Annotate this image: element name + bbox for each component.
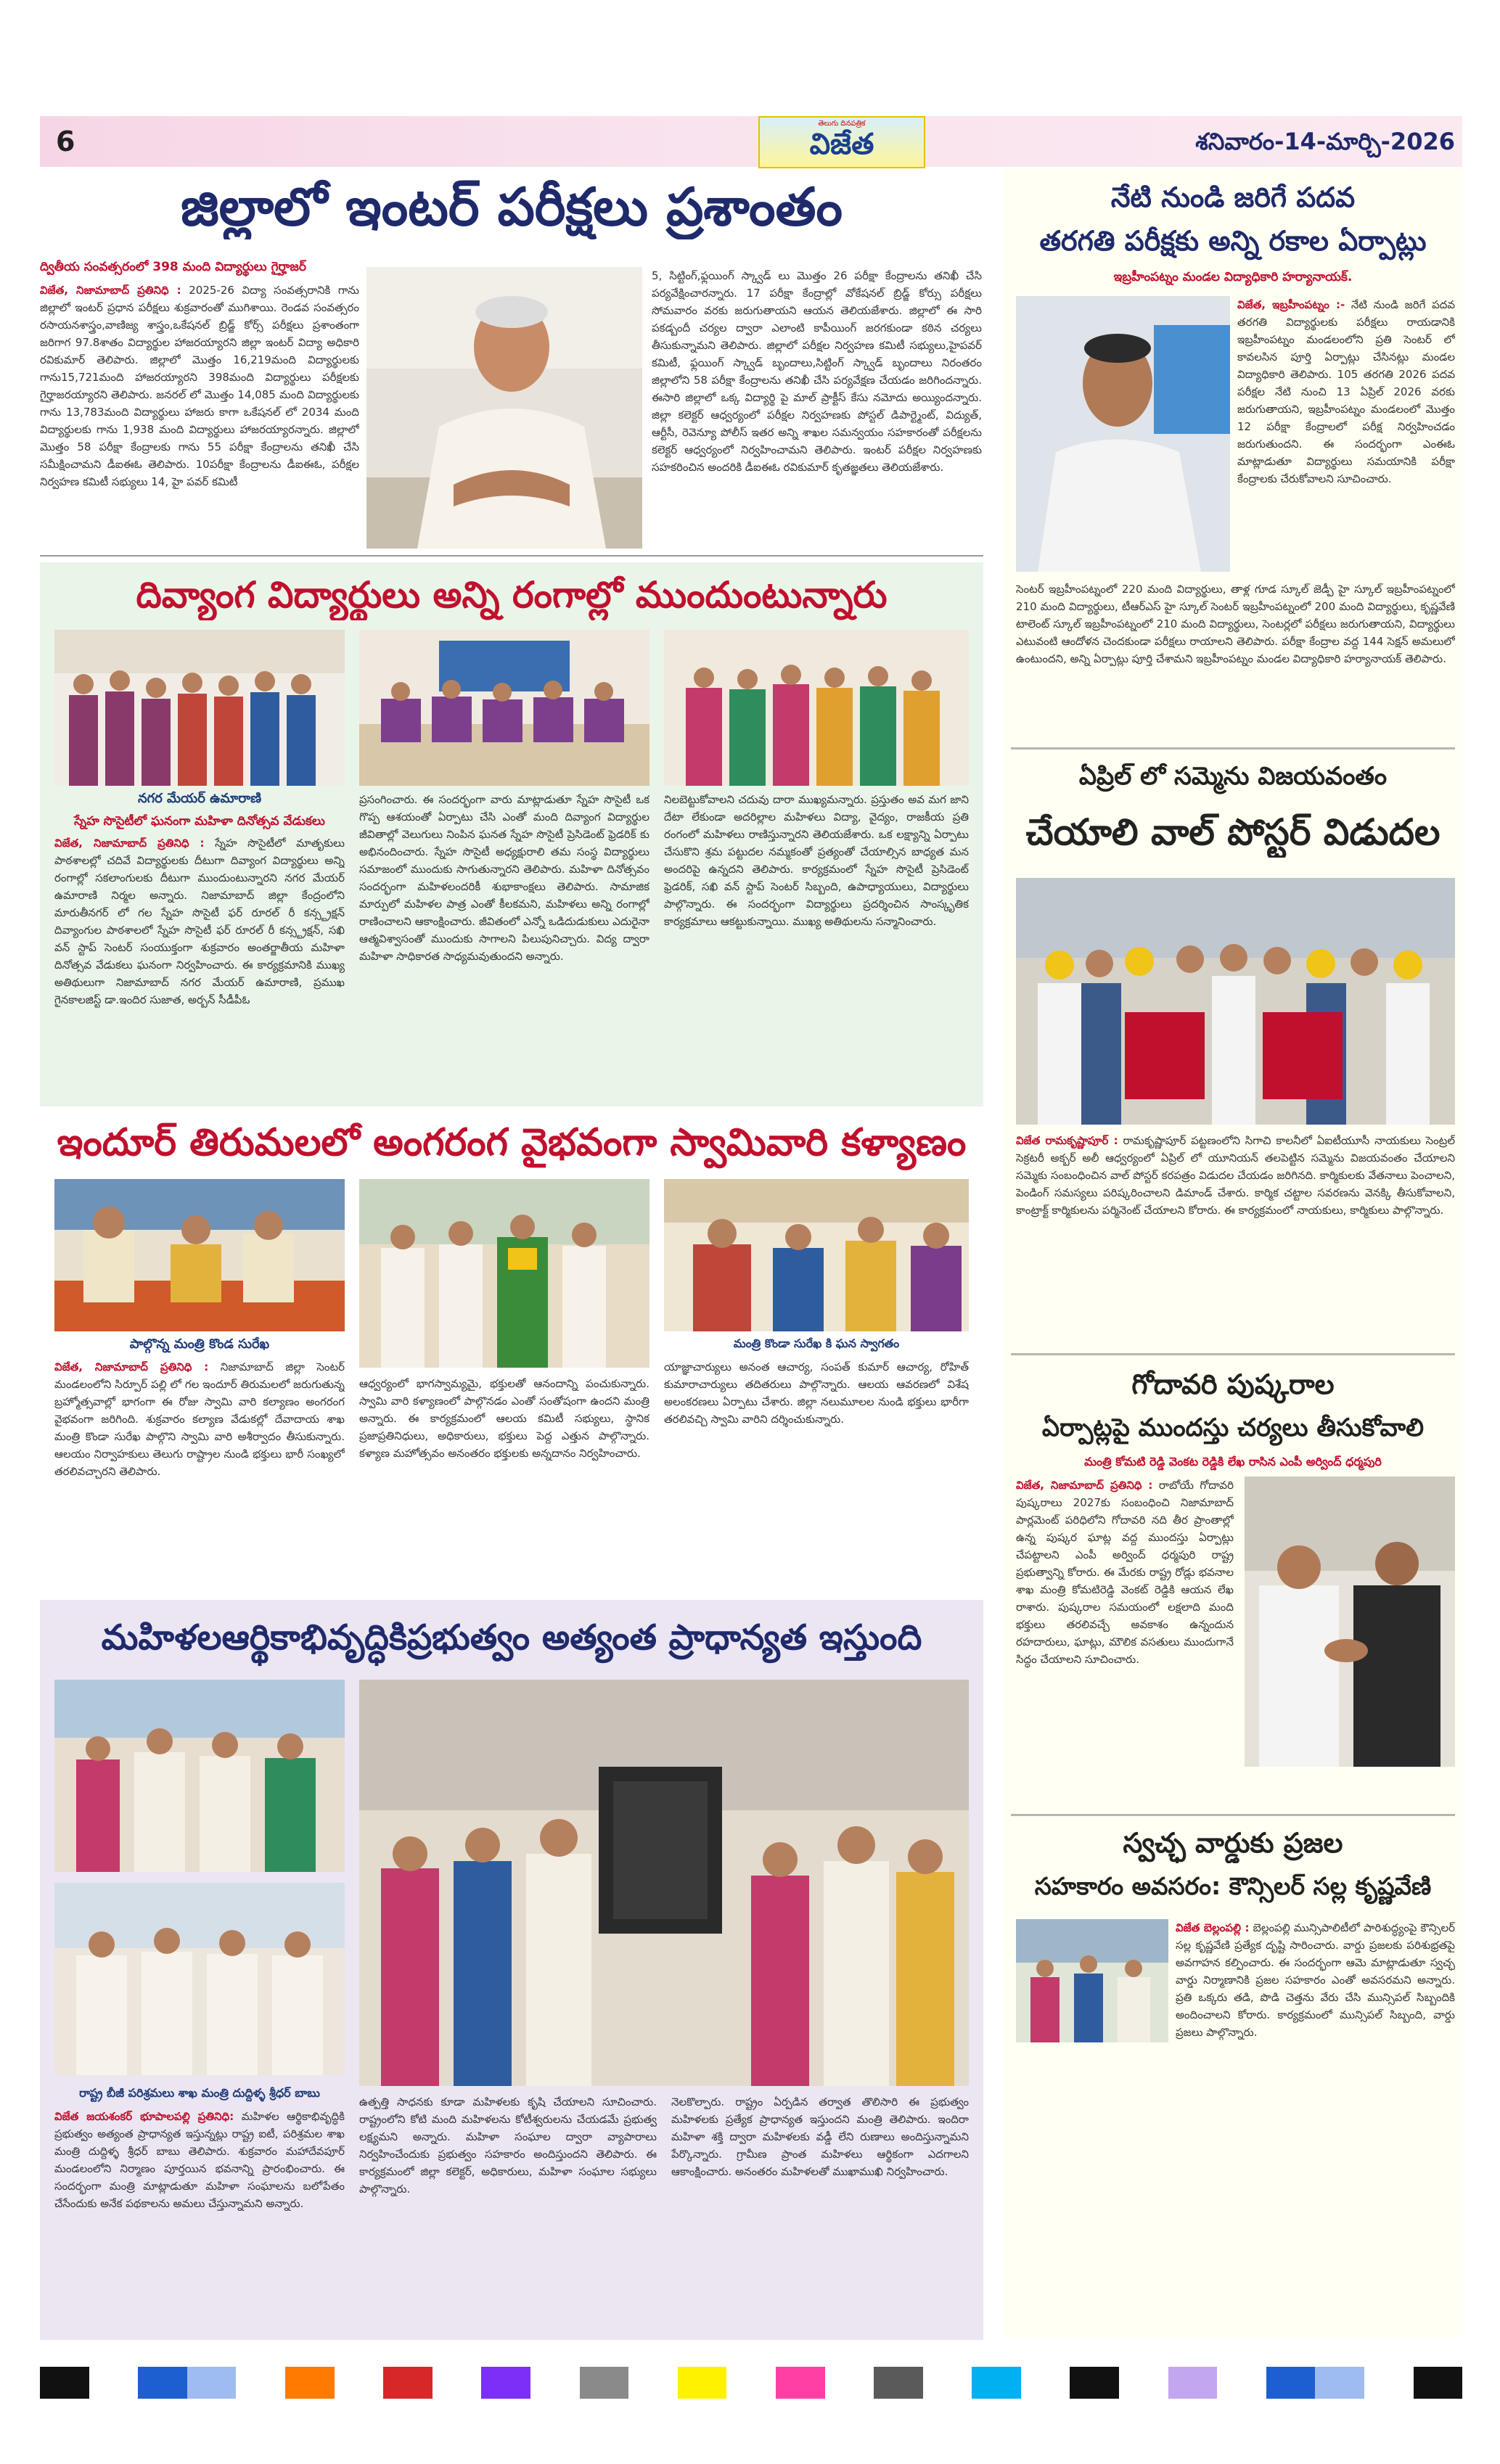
disabled-body-col2: ప్రసంగించారు. ఈ సందర్భంగా వారు మాట్లాడుతూ స్నేహ సొసైటీ ఒక గొప్ప ఆశయంతో ఏర్పాటు చేసి ఎంతో మంది దివ్యాంగ విద్యార్థుల జీవితాల్లో వెలుగులు నింపిన ఘనత స్నేహ సొసైటీ ప్రెసిడెంట్ ఫ్రెడరిక్ కు అభినందించారు. స్నేహ సొసైటీ అధ్యక్షురాలి తమ సంస్థ విద్యార్థులు సమాజంలో ముందుకు సాగుతున్నారని తెలిపారు. మహిళా దినోత్సవం సందర్భంగా మహిళలందరికీ శుభాకాంక్షలు తెలిపారు. సామాజిక మార్పులో మహిళల పాత్ర ఎంతో కీలకమని, మహిళలు అన్ని రంగాల్లో రాణించాలని ఆకాంక్షించారు. జీవితంలో ఎన్నో ఒడిదుడుకులు ఎదురైనా ఆత్మవిశ్వాసంతో ముందుకు సాగాలని పిలుపునిచ్చారు. విద్య ద్వారా మహిళా సాధికారత సాధ్యమవుతుందని అన్నారు. (359, 793, 649, 963)
color-swatch (1119, 2367, 1168, 2399)
color-swatch (628, 2367, 678, 2399)
newspaper-logo (758, 116, 925, 168)
sidebar-swachh-headline-1: స్వచ్ఛ వార్డుకు ప్రజల (1123, 1827, 1343, 1859)
women-photo-2 (54, 1883, 345, 2075)
sidebar-exam-headline-1: నేటి నుండి జరిగే పదవ (1110, 181, 1356, 213)
sidebar-swachh-photo (1016, 1919, 1168, 2042)
sidebar-godavari-body-text: రాబోయే గోదావరి పుష్కరాలు 2027కు సంబంధించి నిజామాబాద్ పార్లమెంట్ పరిధిలోని గోదావరి నది తీర ప్రాంతాల్లో ఉన్న పుష్కర ఘాట్ల వద్ద ముందస్తు ఏర్పాట్లు చేపట్టాలని ఎంపీ అర్వింద్ ధర్మపురి రాష్ట్ర ప్రభుత్వాన్ని కోరారు. ఈ మేరకు రాష్ట్ర రోడ్లు భవనాల శాఖ మంత్రి కోమటిరెడ్డి వెంకట్ రెడ్డికి ఆయన లేఖ రాశారు. పుష్కరాల సమయంలో లక్షలాది మంది భక్తులు తరలివచ్చే అవకాశం ఉన్నందున రహదారులు, ఘాట్లు, మౌలిక వసతులు ముందుగానే సిద్ధం చేయాలని సూచించారు. (1016, 1479, 1234, 1666)
sidebar-poster-dateline: విజేత రామకృష్ణాపూర్ : (1016, 1134, 1118, 1147)
women-body-col1 (54, 2108, 345, 2325)
color-swatch (972, 2367, 1021, 2399)
sidebar-exam-headline-2: తరగతి పరీక్షకు అన్ని రకాల ఏర్పాట్లు (1039, 225, 1427, 257)
disabled-headline: దివ్యాంగ విద్యార్థులు అన్ని రంగాల్లో ముందుంటున్నారు (136, 574, 888, 616)
exams-dateline: విజేత, నిజామాబాద్ ప్రతినిధి : (40, 284, 181, 297)
page-number: 6 (56, 126, 75, 157)
women-headline: మహిళలఆర్థికాభివృద్ధికిప్రభుత్వం అత్యంత ప్రాధాన్యత ఇస్తుంది (101, 1617, 922, 1658)
disabled-body-text-1: స్నేహ సొసైటీలో మాతృకులు పాఠశాలల్లో చదివే విద్యార్థులకు దీటుగా దివ్యాంగ విద్యార్థులు అన్ని రంగాల్లో సకలాంగులకు దీటుగా ముందుంటున్నారని నగర మేయర్ ఉమారాణి నిర్మల అన్నారు. నిజామాబాద్ జిల్లా కేంద్రంలోని మారుతీనగర్ లో గల స్నేహ సొసైటీ ఫర్ రూరల్ రీ కన్స్ట్రక్షన్ దివ్యాంగుల పాఠశాలలో స్నేహ సొసైటీ ఫర్ రూరల్ రీ కన్స్ట్రక్షన్, సఖి వన్ స్టాప్ సెంటర్ సంయుక్తంగా శుక్రవారం అంతర్జాతీయ మహిళా దినోత్సవ వేడుకలు ఘనంగా నిర్వహించారు. ఈ కార్యక్రమానికి ముఖ్య అతిథులుగా నిజామాబాద్ నగర మేయర్ ఉమారాణి, ప్రముఖ గైనకాలజిస్ట్ డా.ఇందిర సుజాత, అర్బన్ సీడీపీఓ (54, 837, 345, 1006)
color-swatch (285, 2367, 335, 2399)
disabled-subhead: స్నేహ సొసైటీలో ఘనంగా మహిళా దినోత్సవ వేడుకలు (74, 814, 325, 829)
women-photo-caption: రాష్ట్ర బీజీ పరిశ్రమలు శాఖ మంత్రి దుద్దిళ్ళ శ్రీధర్ బాబు (79, 2086, 320, 2100)
kalyanam-body-col1 (54, 1358, 345, 1589)
exams-officer-photo (366, 267, 642, 549)
sidebar-poster-body (1016, 1132, 1455, 1342)
women-body-col2: ఉత్పత్తి సాధనకు కూడా మహిళలకు కృషి చేయాలని సూచించారు. రాష్ట్రంలోని కోటి మంది మహిళలను కోటీశ్వరులను చేయడమే ప్రభుత్వ లక్ష్యమని అన్నారు. మహిళా సంఘాల ద్వారా వ్యాపారాలు నిర్వహించేందుకు ప్రభుత్వం సహకారం అందిస్తుందని తెలిపారు. ఈ కార్యక్రమంలో జిల్లా కలెక్టర్, అధికారులు, మహిళా సంఘాల సభ్యులు పాల్గొన్నారు. (359, 2095, 657, 2196)
color-swatch (1168, 2367, 1218, 2399)
women-dateline: విజేత జయశంకర్ భూపాలపల్లి ప్రతినిధి: (54, 2110, 234, 2123)
exams-body-col2: 5, సిట్టింగ్,ఫ్లయింగ్ స్క్వాడ్ లు మొత్తం 26 పరీక్షా కేంద్రాలను తనిఖీ చేసి పర్యవేక్షించారన్నారు. 17 పరీక్షా కేంద్రాల్లో వోకేషనల్ బ్రిడ్జ్ కోర్సు పరీక్షలు సోమవారం వరకు జరుగుతాయని ఆయన తెలియజేశారు. జిల్లాలో ఈ సారి పకడ్బందీ చర్యల ద్వారా ఎలాంటి కాపీయింగ్ జరగకుండా కఠిన చర్యలు తీసుకున్నామని తెలిపారు. జిల్లాలో పరీక్షల నిర్వహణ కమిటీ సభ్యులు,హైపవర్ కమిటీ, ఫ్లయింగ్ స్క్వాడ్ బృందాలు,సిట్టింగ్ స్క్వాడ్ బృందాలు నిరంతరం జిల్లాలోని 58 పరీక్షా కేంద్రాలను తనిఖీ చేసి పర్యవేక్షణ చేయడం జరిగిందన్నారు. ఈసారి జిల్లాలో ఒక్క విద్యార్థి పై మాల్ ప్రాక్టీస్ కేసు నమోదు అయ్యిందన్నారు. జిల్లా కలెక్టర్ ఆధ్వర్యంలో పరీక్షల నిర్వహణకు పోస్టల్ డిపార్ట్మెంట్, విద్యుత్, ఆర్టీసీ, రెవెన్యూ పోలీస్ ఇతర అన్ని శాఖల సమన్వయం సహకారంతో పరీక్షలను కలెక్టర్ ఆధ్వర్యంలో నిర్వహించామని తెలిపారు. ఇంటర్ పరీక్షల నిర్వహణకు సహకరించిన అందరికి డీఐఈఓ రవికుమార్ కృతజ్ఞతలు తెలియజేశారు. (652, 269, 982, 474)
sidebar-swachh-body (1176, 1919, 1455, 2325)
color-swatch (825, 2367, 874, 2399)
sidebar-poster-kicker: ఏప్రిల్ లో సమ్మెను విజయవంతం (1078, 762, 1388, 791)
kalyanam-body-text-1: నిజామాబాద్ జిల్లా సెంటర్ మండలంలోని సిర్పూర్ పల్లి లో గల ఇందూర్ తిరుమలలో జరుగుతున్న బ్రహ్మోత్సవాల్లో భాగంగా ఈ రోజు స్వామి వారి కల్యాణం అంగరంగ వైభవంగా జరిగింది. శుక్రవారం కల్యాణ వేడుకల్లో దేవాదాయ శాఖ మంత్రి కొండా సురేఖ పాల్గొని స్వామి వారి అశీర్వాదం తీసుకున్నారు. ఆలయం నిర్వాహకులు తెలుగు రాష్ట్రాల నుండి భక్తులు భారీ సంఖ్యలో తరలివచ్చారని తెలిపారు. (54, 1360, 345, 1478)
sidebar-poster-headline: చేయాలి వాల్ పోస్టర్ విడుదల (1025, 811, 1440, 853)
kalyanam-photo-3 (664, 1179, 969, 1331)
newspaper-tagline: తెలుగు దినపత్రిక (818, 120, 866, 128)
sidebar-godavari-subhead: మంత్రి కోమటి రెడ్డి వెంకట రెడ్డికి లేఖ రాసిన ఎంపీ అర్వింద్ ధర్మపురి (1084, 1455, 1382, 1469)
kalyanam-photo1-caption: పాల్గొన్న మంత్రి కొండ సురేఖ (129, 1336, 270, 1352)
women-photo-1 (54, 1680, 345, 1872)
color-swatch (1266, 2367, 1316, 2399)
color-registration-strip (40, 2367, 1462, 2399)
women-photo-main (359, 1680, 969, 2086)
color-swatch (236, 2367, 285, 2399)
sidebar-exam-body-text-1: నేటి నుండి జరిగే పదవ తరగతి విద్యార్థులకు పరీక్షలు రాయడానికి ఇబ్రహీంపట్నం మండలంలోని ప్రతి సెంటర్ లో కావలసిన పూర్తి ఏర్పాట్లు చేసినట్లు మండల విద్యాధికారి తెలిపారు. 105 తరగతి 2026 పదవ పరీక్షల నేటి నుంచి 13 ఏప్రిల్ 2026 వరకు జరుగుతాయని, ఇబ్రహీంపట్నం మండలంలో మొత్తం 12 పరీక్షా కేంద్రాలలో పరీక్ష నిర్వహించడం జరుగుతుందని. ఈ సందర్భంగా ఎంఈఓ మాట్లాడుతూ విద్యార్థులు సమయానికి పరీక్షా కేంద్రాలకు చేరుకోవాలని సూచించారు. (1237, 298, 1455, 485)
women-body-text-1: మహిళల ఆర్థికాభివృద్ధికి ప్రభుత్వం అత్యంత ప్రాధాన్యత ఇస్తున్నట్లు రాష్ట్ర ఐటీ, పరిశ్రమల శాఖ మంత్రి దుద్దిళ్ళ శ్రీధర్ బాబు తెలిపారు. శుక్రవారం మహాదేవపూర్ మండలంలోని నిర్మాణం పూర్తయిన భవనాన్ని ప్రారంభించారు. ఈ సందర్భంగా మంత్రి మాట్లాడుతూ మహిళా సంఘాలను బలోపేతం చేసేందుకు అనేక పథకాలను అమలు చేస్తున్నామని అన్నారు. (54, 2110, 345, 2210)
disabled-body-col3: నిలబెట్టుకోవాలని చదువు దారా ముఖ్యమన్నారు. ప్రస్తుతం అవ మగ జాని దేటా లేకుండా అదరిల్లాల మహిళలు విద్యా, వైద్యం, రాజకీయ ప్రతి రంగంలో మహిళలు రాణిస్తున్నారని తెలియజేశారు. ఒక లక్ష్యాన్ని ఏర్పాటు చేసుకొని శ్రమ పట్టుదల నమ్మకంతో ప్రత్యంతో చేయాల్సిన బాధ్యత మన అందరిపై ఉన్నదని తెలిపారు. కార్యక్రమంలో స్నేహ సొసైటీ ప్రెసిడెంట్ ఫ్రెడరిక్, సఖి వన్ స్టాప్ సెంటర్ సిబ్బంది, ఉపాధ్యాయులు, విద్యార్థులు పాల్గొన్నారు. ఈ సందర్భంగా విద్యార్థులు ప్రదర్శించిన సాంస్కృతిక కార్యక్రమాలు ఆకట్టుకున్నాయి. ముఖ్య అతిథులను సన్మానించారు. (664, 793, 969, 928)
sidebar-godavari-headline-2: ఏర్పాట్లపై ముందస్తు చర్యలు తీసుకోవాలి (1041, 1413, 1425, 1442)
disabled-photo-1 (54, 630, 345, 786)
color-swatch (335, 2367, 384, 2399)
disabled-body-col1 (54, 834, 345, 1096)
color-swatch (383, 2367, 433, 2399)
kalyanam-dateline: విజేత, నిజామాబాద్ ప్రతినిధి : (54, 1360, 209, 1373)
color-swatch (433, 2367, 482, 2399)
color-swatch (1364, 2367, 1414, 2399)
color-swatch (580, 2367, 629, 2399)
exams-subhead: ద్వితీయ సంవత్సరంలో 398 మంది విద్యార్థులు గైర్హాజర్ (40, 260, 306, 274)
color-swatch (40, 2367, 89, 2399)
color-swatch (138, 2367, 187, 2399)
sidebar-exam-dateline: విజేత, ఇబ్రహీంపట్నం :- (1237, 298, 1345, 311)
color-swatch (1217, 2367, 1266, 2399)
disabled-photo-2 (359, 630, 649, 786)
sidebar-godavari-body (1016, 1477, 1234, 1803)
color-swatch (530, 2367, 580, 2399)
disabled-photo-3 (664, 630, 969, 786)
sidebar-swachh-body-text: బెల్లంపల్లి మున్సిపాలిటీలో పారిశుద్ధ్యంపై కౌన్సిలర్ సల్ల కృష్ణవేణి ప్రత్యేక దృష్టి సారించారు. వార్డు ప్రజలకు పరిశుభ్రతపై అవగాహన కల్పించారు. ఈ సందర్భంగా ఆమె మాట్లాడుతూ స్వచ్ఛ వార్డు నిర్మాణానికి ప్రజల సహకారం ఎంతో అవసరమని అన్నారు. ప్రతి ఒక్కరు తడి, పొడి చెత్తను వేరు చేసి మున్సిపల్ సిబ్బందికి అందించాలని కోరారు. కార్యక్రమంలో మున్సిపల్ సిబ్బంది, వార్డు ప్రజలు పాల్గొన్నారు. (1176, 1921, 1455, 2039)
kalyanam-photo3-caption: మంత్రి కొండా సురేఖ కి ఘన స్వాగతం (733, 1336, 900, 1350)
color-swatch (481, 2367, 530, 2399)
sidebar-exam-subhead: ఇబ్రహీంపట్నం మండల విద్యాధికారి హర్యానాయక్. (1113, 270, 1353, 284)
sidebar-exam-body-col (1237, 296, 1455, 575)
sidebar-meo-photo (1016, 296, 1230, 572)
color-swatch (1414, 2367, 1463, 2399)
kalyanam-headline: ఇందూర్ తిరుమలలో అంగరంగ వైభవంగా స్వామివారి కళ్యాణం (57, 1121, 967, 1165)
sidebar-poster-photo (1016, 878, 1455, 1125)
color-swatch (923, 2367, 972, 2399)
disabled-dateline: విజేత, నిజామాబాద్ ప్రతినిధి : (54, 837, 205, 850)
color-swatch (1021, 2367, 1070, 2399)
color-swatch (726, 2367, 776, 2399)
sidebar-godavari-headline-1: గోదావరి పుష్కరాల (1131, 1368, 1335, 1400)
issue-date: శనివారం-14-మార్చి-2026 (1195, 128, 1455, 155)
women-body-col3: నెలకొల్పారు. రాష్ట్రం ఏర్పడిన తర్వాత తొలిసారి ఈ ప్రభుత్వం మహిళలకు ప్రత్యేక ప్రాధాన్యత ఇస్తుందని మంత్రి తెలిపారు. ఇందిరా మహిళా శక్తి ద్వారా మహిళలకు వడ్డీ లేని రుణాలు అందిస్తున్నామని పేర్కొన్నారు. గ్రామీణ ప్రాంత మహిళలు ఆర్థికంగా ఎదగాలని ఆకాంక్షించారు. అనంతరం మహిళలతో ముఖాముఖి నిర్వహించారు. (671, 2095, 969, 2178)
sidebar-godavari-dateline: విజేత, నిజామాబాద్ ప్రతినిధి : (1016, 1479, 1153, 1492)
color-swatch (776, 2367, 825, 2399)
disabled-photo-caption: నగర మేయర్ ఉమారాణి (137, 791, 262, 806)
exams-body-col1 (40, 282, 359, 546)
color-swatch (187, 2367, 237, 2399)
sidebar-swachh-dateline: విజేత బెల్లంపల్లి : (1176, 1921, 1250, 1934)
sidebar-divider-2 (1011, 1353, 1455, 1355)
sidebar-swachh-headline-2: సహకారం అవసరం: కౌన్సిలర్ సల్ల కృష్ణవేణి (1034, 1872, 1432, 1900)
kalyanam-body-col2: ఆధ్వర్యంలో భాగస్వామ్యమై, భక్తులతో ఆనందాన్ని పంచుకున్నారు. స్వామి వారి కళ్యాణంలో పాల్గొనడం ఎంతో సంతోషంగా ఉందని మంత్రి అన్నారు. ఈ కార్యక్రమంలో ఆలయ కమిటీ సభ్యులు, స్థానిక ప్రజాప్రతినిధులు, అధికారులు, భక్తులు పెద్ద ఎత్తున పాల్గొన్నారు. కళ్యాణ మహోత్సవం అనంతరం భక్తులకు అన్నదానం నిర్వహించారు. (359, 1377, 649, 1460)
exams-body-text-1: 2025-26 విద్యా సంవత్సరానికి గాను జిల్లాలో ఇంటర్ ప్రధాన పరీక్షలు శుక్రవారంతో ముగిశాయి. రెండవ సంవత్సరం రసాయనశాస్త్రం,వాణిజ్య శాస్త్రం,ఒకేషనల్ బ్రిడ్జ్ కోర్స్ పరీక్షలు ప్రశాంతంగా జరిగాగ 97.8శాతం విద్యార్థుల హాజరయ్యారని జిల్లా ఇంటర్ విద్యా అధికారి రవికుమార్ తెలిపారు. జిల్లాలో మొత్తం 16,219మంది విద్యార్థులకు గాను15,721మంది హాజరయ్యారని 398మంది విద్యార్థులు పరీక్షలకు గైర్హాజరయ్యారని తెలిపారు. జనరల్ లో మొత్తం 14,085 మంది విద్యార్థులకు గాను 13,783మంది విద్యార్థులు హాజరు కాగా ఒకేషనల్ లో 2034 మంది విద్యార్థులకు గాను 1,938 మంది విద్యార్థులు హాజరయ్యారన్నారు. జిల్లాలో మొత్తం 58 పరీక్షా కేంద్రాలకు గాను 55 పరీక్షా కేంద్రాలను తనిఖీ చేసి సమీక్షించామని డీఐఈఓ తెలిపారు. 10పరీక్షా కేంద్రాలను డీఐఈఓ, పరీక్షల నిర్వహణ కమిటీ సభ్యులు 14, హై పవర్ కమిటీ (40, 284, 359, 488)
sidebar-divider-3 (1011, 1814, 1455, 1816)
exams-headline: జిల్లాలో ఇంటర్ పరీక్షలు ప్రశాంతం (180, 176, 843, 237)
color-swatch (1070, 2367, 1119, 2399)
kalyanam-body-col3: యాజ్ఞాచార్యులు అనంత ఆచార్య, సంపత్ కుమార్ ఆచార్య, రోహిత్ కుమారాచార్యులు తదితరులు పాల్గొన్నారు. ఆలయ ఆవరణలో విశేష అలంకరణలు ఏర్పాటు చేశారు. జిల్లా నలుమూలల నుండి భక్తులు భారీగా తరలివచ్చి స్వామి వారిని దర్శించుకున్నారు. (664, 1360, 969, 1426)
color-swatch (678, 2367, 727, 2399)
newspaper-name: విజేత (809, 128, 874, 161)
kalyanam-photo-1 (54, 1179, 345, 1331)
sidebar-poster-body-text: రామకృష్ణాపూర్ పట్టణంలోని సిగాచి కాలనీలో ఏఐటీయూసీ నాయకులు సెంట్రల్ సెక్రటరీ అక్బర్ అలీ ఆధ్వర్యంలో ఏప్రిల్ లో యూనియన్ తలపెట్టిన సమ్మెను విజయవంతం చేయాలని సమ్మెకు సంబంధించిన వాల్ పోస్టర్ కరపత్రం విడుదల చేయడం జరిగినది. కార్మికులకు వేతనాలు పెంచాలని, పెండింగ్ సమస్యలు పరిష్కరించాలని డిమాండ్ చేశారు. కార్మిక చట్టాల సవరణను వెనక్కి తీసుకోవాలని, కాంట్రాక్ట్ కార్మికులను పర్మినెంట్ చేయాలని కోరారు. ఈ కార్యక్రమంలో నాయకులు, కార్మికులు పాల్గొన్నారు. (1016, 1134, 1455, 1217)
kalyanam-photo-2 (359, 1179, 649, 1368)
sidebar-godavari-photo (1245, 1477, 1455, 1767)
sidebar-exam-body-full: సెంటర్ ఇబ్రహీంపట్నంలో 220 మంది విద్యార్థులు, తాళ్ల గూడ స్కూల్ జెడ్పీ హై స్కూల్ ఇబ్రహీంపట్నంలో 210 మంది విద్యార్థులు, టీఆర్ఎస్ హై స్కూల్ సెంటర్ ఇబ్రహీంపట్నంలో 200 మంది విద్యార్థులు, కృష్ణవేణి టాలెంట్ స్కూల్ ఇబ్రహీంపట్నంలో 210 మంది విద్యార్థులు, సెంటర్లలో పరీక్షలు జరుగుతాయని, విద్యార్థులు ఎటువంటి ఆందోళన చెందకుండా పరీక్షలు రాయాలని తెలిపారు. పరీక్షా కేంద్రాల వద్ద 144 సెక్షన్ అమలులో ఉంటుందని, అన్ని ఏర్పాట్లు పూర్తి చేశామని ఇబ్రహీంపట్నం మండల విద్యాధికారి హర్యానాయక్ తెలిపారు. (1016, 583, 1455, 665)
color-swatch (89, 2367, 139, 2399)
color-swatch (1315, 2367, 1364, 2399)
sidebar-divider-1 (1011, 747, 1455, 750)
exams-divider (40, 555, 983, 557)
color-swatch (874, 2367, 923, 2399)
